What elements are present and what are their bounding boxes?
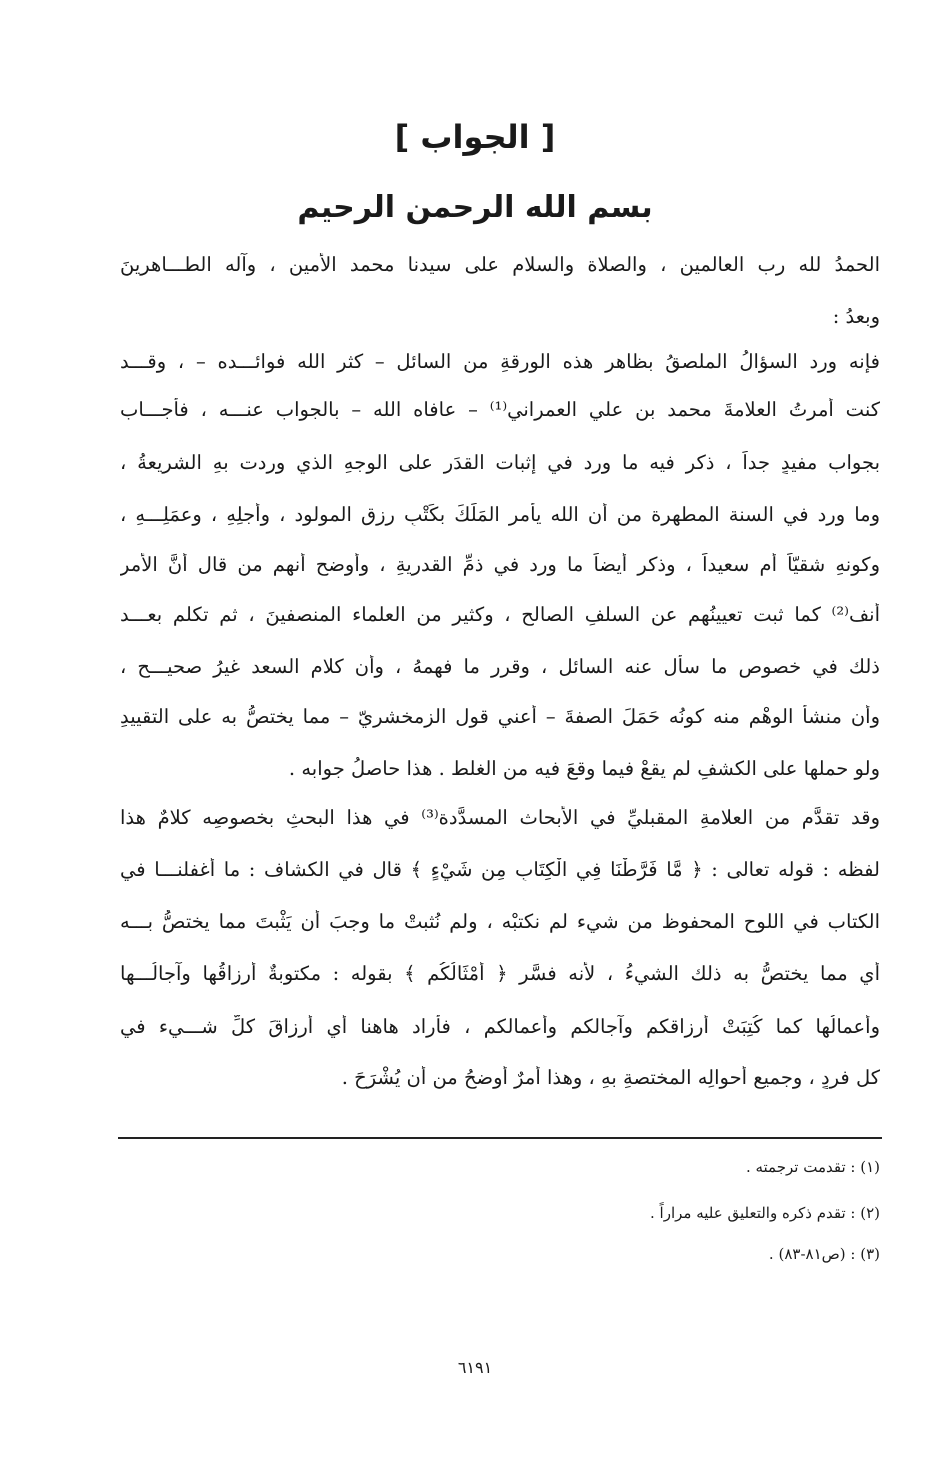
body-line: وكونهِ شقيّاً أم سعيداً ، وذكر أيضاً ما ورد في ذمِّ القدريةِ ، وأوضح أنهم من قال أنَّ الأمر (120, 553, 880, 576)
body-line: الحمدُ لله رب العالمين ، والصلاة والسلام على سيدنا محمد الأمين ، وآله الطـــاهرينَ (120, 253, 880, 276)
body-line: لفظه : قوله تعالى : ﴿ مَّا فَرَّطْنَا فِي الْكِتَابِ مِن شَيْءٍ ﴾ قال في الكشاف : ما أغفلنـــا في (120, 858, 880, 881)
body-line: بجواب مفيدٍ جداً ، ذكر فيه ما ورد في إثبات القدَر على الوجهِ الذي وردت بهِ الشريعةُ ، (120, 451, 880, 474)
footnote: (١) : تقدمت ترجمته . (745, 1158, 880, 1176)
body-line: أنف⁽²⁾ كما ثبت تعيينُهم عن السلفِ الصالحِ ، وكثير من العلماء المنصفينَ ، ثم تكلم بعـــد (120, 603, 880, 626)
basmala-heading: بسم الله الرحمن الرحيم (297, 190, 653, 225)
body-line: وأعمالُها كما كُتِبَتْ أرزاقكم وآجالكم وأعمالكم ، فأراد هاهنا أي أرزاقَ كلِّ شـــيء في (120, 1015, 880, 1038)
body-line: وقد تقدَّم من العلامةِ المقبليِّ في الأبحاث المسدَّدة⁽³⁾ في هذا البحثِ بخصوصِه كلامٌ هذا (120, 806, 880, 829)
body-line: وأن منشأ الوهْم منه كونُه حَمَلَ الصفةَ – أعني قول الزمخشريّ – مما يختصُّ به على التقييدِ (120, 705, 880, 728)
body-line: كنت أمرتُ العلامةَ محمد بن علي العمراني⁽¹⁾ – عافاه الله – بالجواب عنـــه ، فأجـــاب (120, 398, 880, 421)
footnote: (٣) : (ص٨١-٨٣) . (768, 1245, 880, 1263)
body-line: فإنه ورد السؤالُ الملصقُ بظاهرِ هذه الورقةِ من السائل – كثر الله فوائـــده – ، وقـــد (120, 350, 880, 373)
section-title: [ الجواب ] (394, 118, 556, 156)
footnote-divider (118, 1137, 882, 1139)
body-line: أي مما يختصُّ به ذلك الشيءُ ، لأنه فسَّر ﴿ أَمْثَالُكُم ﴾ بقوله : مكتوبةٌ أرزاقُها وآجالُـــها (120, 962, 880, 985)
page-number: ٦١٩١ (457, 1358, 493, 1377)
body-line: الكتاب في اللوحِ المحفوظ من شيء لم نكتبْه ، ولم نُثبتْ ما وجبَ أن يَثْبتَ مما يختصُّ بـــه (120, 910, 880, 933)
body-line: وبعدُ : (832, 305, 880, 328)
body-line: كل فردٍ ، وجميعِ أحوالِه المختصةِ بهِ ، وهذا أمرٌ أوضحُ من أن يُشْرَحَ . (341, 1066, 880, 1089)
body-line: ولو حملها على الكشفِ لم يقعْ فيما وقعَ فيه من الغلط . هذا حاصلُ جوابه . (288, 757, 880, 780)
body-line: ذلك في خصوصِ ما سأل عنه السائل ، وقرر ما فهمهُ ، وأن كلام السعد غيرُ صحيـــح ، (120, 655, 880, 678)
footnote: (٢) : تقدم ذكره والتعليق عليه مراراً . (650, 1204, 880, 1222)
body-line: وما ورد في السنة المطهرة من أن الله يأمر المَلَكَ بكَتْبِ رزق المولود ، وأجلِهِ ، وعمَلِـــهِ ، (120, 503, 880, 526)
